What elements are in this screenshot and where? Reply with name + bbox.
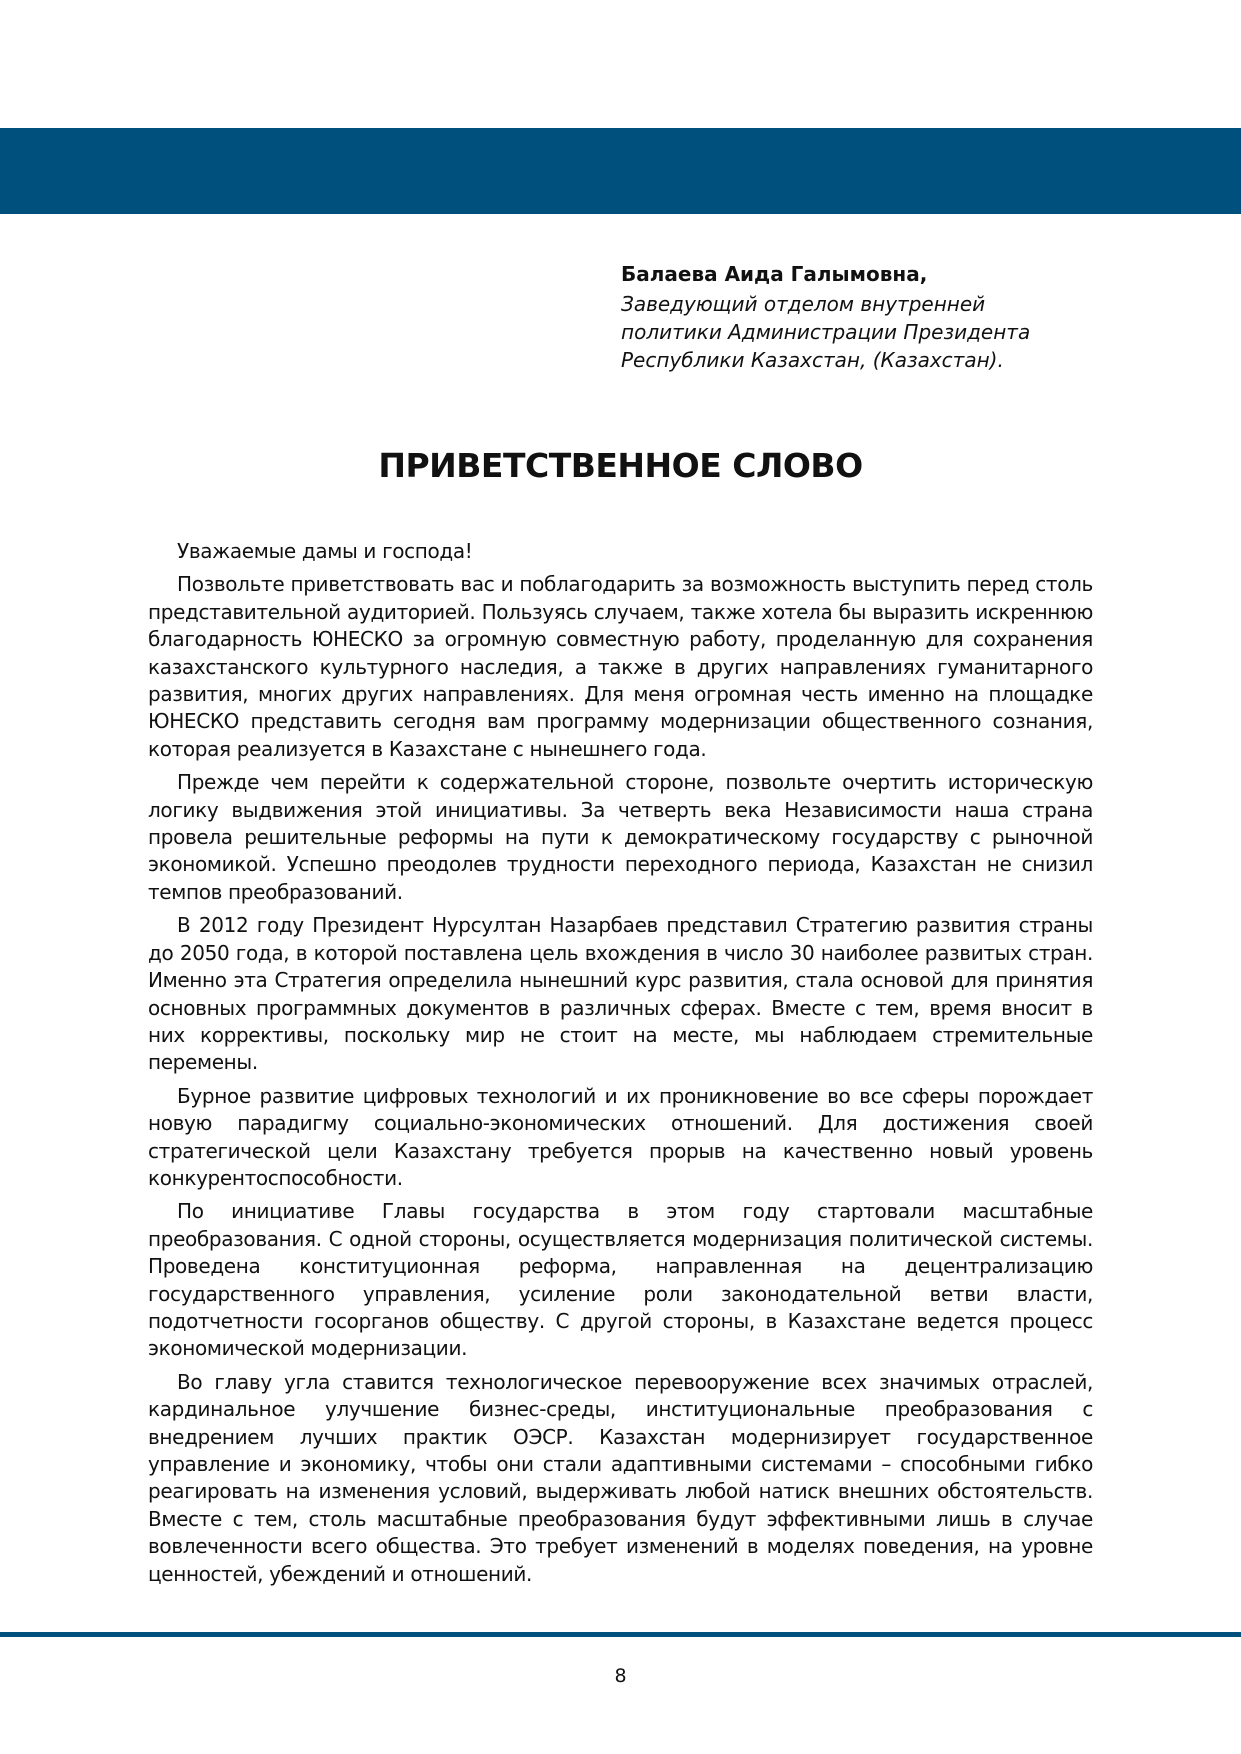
author-block bbox=[621, 260, 1141, 374]
page-title: ПРИВЕТСТВЕННОЕ СЛОВО bbox=[378, 446, 863, 485]
page-number: 8 bbox=[614, 1665, 627, 1687]
paragraph: Прежде чем перейти к содержательной стороне, позвольте очертить историческую логику выдвижения этой инициативы. За четверть века Независимости наша страна провела решительные реформы на пути к демократическому государству с рыночной экономикой. Успешно преодолев трудности переходного периода, Казахстан не снизил темпов преобразований. bbox=[148, 770, 1093, 904]
paragraph: Позвольте приветствовать вас и поблагодарить за возможность выступить перед столь представительной аудиторией. Пользуясь случаем, также хотела бы выразить искреннюю благодарность ЮНЕСКО за огромную совместную работу, проделанную для сохранения казахстанского культурного наследия, а также в других направлениях гуманитарного развития, многих других направлениях. Для меня огромная честь именно на площадке ЮНЕСКО представить сегодня вам программу модернизации общественного сознания, которая реализуется в Казахстане с нынешнего года. bbox=[148, 572, 1093, 761]
paragraph: Во главу угла ставится технологическое перевооружение всех значимых отраслей, кардинальное улучшение бизнес-среды, институциональные преобразования с внедрением лучших практик ОЭСР. Казахстан модернизирует государственное управление и экономику, чтобы они стали адаптивными системами – способными гибко реагировать на изменения условий, выдерживать любой натиск внешних обстоятельств. Вместе с тем, столь масштабные преобразования будут эффективными лишь в случае вовлеченности всего общества. Это требует изменений в моделях поведения, на уровне ценностей, убеждений и отношений. bbox=[148, 1369, 1093, 1586]
author-role-line: Республики Казахстан, (Казахстан). bbox=[621, 348, 1004, 372]
body-text bbox=[148, 538, 1093, 1594]
author-role-line: Заведующий отделом внутренней bbox=[621, 292, 986, 316]
paragraph: В 2012 году Президент Нурсултан Назарбаев представил Стратегию развития страны до 2050 года, в которой поставлена цель вхождения в число 30 наиболее развитых стран. Именно эта Стратегия определила нынешний курс развития, стала основой для принятия основных программных документов в различных сферах. Вместе с тем, время вносит в них коррективы, поскольку мир не стоит на месте, мы наблюдаем стремительные перемены. bbox=[148, 913, 1093, 1075]
author-name: Балаева Аида Галымовна, bbox=[621, 262, 928, 286]
paragraph: По инициативе Главы государства в этом году стартовали масштабные преобразования. С одной стороны, осуществляется модернизация политической системы. Проведена конституционная реформа, направленная на децентрализацию государственного управления, усиление роли законодательной ветви власти, подотчетности госорганов обществу. С другой стороны, в Казахстане ведется процесс экономической модернизации. bbox=[148, 1199, 1093, 1361]
author-role-line: политики Администрации Президента bbox=[621, 320, 1031, 344]
header-band bbox=[0, 128, 1241, 214]
greeting: Уважаемые дамы и господа! bbox=[177, 539, 473, 563]
footer-rule bbox=[0, 1632, 1241, 1637]
paragraph: Бурное развитие цифровых технологий и их проникновение во все сферы порождает новую парадигму социально-экономических отношений. Для достижения своей стратегической цели Казахстану требуется прорыв на качественно новый уровень конкурентоспособности. bbox=[148, 1083, 1093, 1190]
